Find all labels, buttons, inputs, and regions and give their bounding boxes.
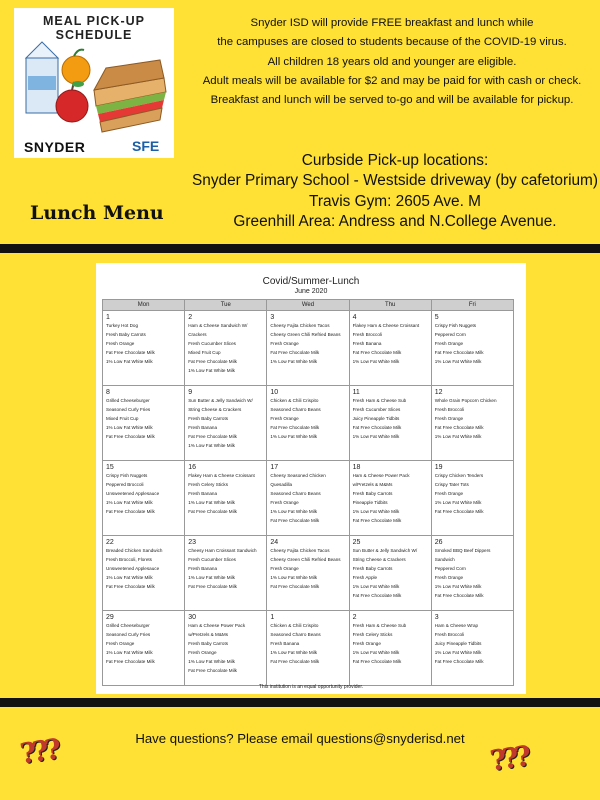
- calendar-day-cell: [349, 611, 431, 686]
- sfe-logo: SFE: [132, 138, 160, 154]
- divider-bar: [0, 698, 600, 707]
- calendar-week-row: [103, 611, 514, 686]
- calendar-day-cell: [103, 611, 185, 686]
- menu-item: Fresh Cucumber Slices: [352, 406, 401, 412]
- menu-item: Seasoned Charro Beans: [270, 490, 321, 496]
- day-number: 12: [434, 389, 443, 396]
- menu-item: Flakey Ham & Cheese Croissant: [352, 323, 420, 328]
- calendar-day-cell: [103, 536, 185, 611]
- menu-item: 1% Low Fat White Milk: [434, 583, 482, 589]
- pickup-line: Greenhill Area: Andress and N.College Avenue.: [233, 212, 557, 230]
- menu-item: Fat Free Chocolate Milk: [434, 658, 484, 664]
- menu-item: Fat Free Chocolate Milk: [270, 349, 320, 355]
- calendar-day-cell: [267, 311, 349, 386]
- menu-item: 1% Low Fat White Milk: [106, 358, 153, 364]
- menu-item: Seasoned Curly Fries: [106, 631, 151, 637]
- menu-item: Fresh Cucumber Slices: [188, 556, 236, 562]
- calendar-day-cell: [103, 386, 185, 461]
- day-number: 4: [352, 314, 357, 321]
- notice-line: Adult meals will be available for $2 and may be paid for with cash or check.: [202, 74, 582, 87]
- weekday-header: Fri: [431, 300, 513, 311]
- menu-item: 1% Low Fat White Milk: [434, 649, 482, 655]
- calendar-day-cell: [267, 386, 349, 461]
- menu-item: 1% Low Fat White Milk: [270, 508, 318, 514]
- calendar-day-cell: [267, 611, 349, 686]
- menu-item: Fresh Orange: [434, 574, 464, 580]
- calendar-day-cell: [349, 311, 431, 386]
- calendar-day-cell: [103, 311, 185, 386]
- day-number: 29: [106, 614, 114, 621]
- menu-item: 1% Low Fat White Milk: [106, 574, 153, 580]
- menu-item: Juicy Pineapple Tidbits: [434, 640, 482, 646]
- meal-notice: [200, 14, 584, 110]
- calendar-day-cell: [185, 311, 267, 386]
- day-number: 25: [352, 539, 361, 546]
- menu-item: Cheesy Ham Croissant Sandwich: [188, 548, 257, 553]
- lunch-menu-heading: Lunch Menu: [30, 202, 164, 224]
- menu-item: Fresh Cucumber Slices: [188, 340, 236, 346]
- menu-item: Mixed Fruit Cup: [106, 415, 139, 421]
- menu-item: Fat Free Chocolate Milk: [188, 358, 237, 364]
- menu-item: Fresh Orange: [270, 499, 299, 505]
- menu-item: 1% Low Fat White Milk: [434, 358, 482, 364]
- menu-item: 1% Low Fat White Milk: [188, 367, 235, 373]
- menu-item: Cheesy Green Chili Refried Beans: [270, 331, 341, 337]
- menu-item: Seasoned Curly Fries: [106, 406, 151, 412]
- notice-line: All children 18 years old and younger are eligible.: [267, 55, 517, 68]
- menu-item: Fresh Orange: [270, 340, 299, 346]
- menu-item: Grilled Cheeseburger: [106, 398, 150, 403]
- menu-item: Fresh Orange: [352, 640, 381, 646]
- menu-item: Peppered Broccoli: [106, 481, 144, 487]
- menu-item: Pineapple Tidbits: [352, 499, 388, 505]
- menu-item: Chicken & Chili Crispito: [270, 623, 319, 628]
- menu-item: Cheesy Green Chili Refried Beans: [270, 556, 341, 562]
- menu-item: Fresh Baby Carrots: [352, 565, 393, 571]
- menu-item: Fresh Orange: [434, 415, 464, 421]
- calendar-day-cell: [185, 461, 267, 536]
- weekday-header: Mon: [103, 300, 185, 311]
- divider-bar: [0, 244, 600, 253]
- weekday-header: Tue: [185, 300, 267, 311]
- day-number: 10: [270, 389, 279, 396]
- menu-item: 1% Low Fat White Milk: [270, 649, 318, 655]
- menu-item: Fresh Baby Carrots: [352, 490, 393, 496]
- notice-line: Breakfast and lunch will be served to-go and will be available for pickup.: [210, 94, 574, 107]
- calendar-day-cell: [349, 536, 431, 611]
- menu-item: 1% Low Fat White Milk: [434, 499, 482, 505]
- menu-item: Peppered Corn: [434, 331, 466, 337]
- menu-item: Fresh Broccoli, Florets: [106, 556, 152, 562]
- menu-item: Fat Free Chocolate Milk: [188, 667, 237, 673]
- menu-item: 1% Low Fat White Milk: [270, 433, 318, 439]
- menu-item: Fresh Broccoli: [352, 331, 382, 337]
- weekday-header: Wed: [267, 300, 349, 311]
- food-illustration-icon: [14, 28, 174, 138]
- menu-item: Fat Free Chocolate Milk: [270, 424, 320, 430]
- pickup-locations: [190, 151, 600, 232]
- menu-item: Ham & Cheese Power Pack w/Pretzels & M&Ms: [352, 473, 410, 487]
- calendar-grid: [102, 299, 514, 686]
- calendar-day-cell: [185, 611, 267, 686]
- calendar-title: Covid/Summer-Lunch: [262, 276, 360, 287]
- lunch-calendar: [96, 263, 526, 694]
- menu-item: Fat Free Chocolate Milk: [188, 433, 237, 439]
- calendar-day-cell: [431, 311, 513, 386]
- menu-item: Fat Free Chocolate Milk: [106, 433, 155, 439]
- menu-item: Sun Butter & Jelly Sandwich W/ String Cheese & Crackers: [188, 398, 253, 412]
- pickup-line: Curbside Pick-up locations:: [301, 152, 489, 169]
- menu-item: Breaded Chicken Sandwich: [106, 548, 163, 553]
- day-number: 24: [270, 539, 279, 546]
- menu-item: Fresh Orange: [106, 340, 135, 346]
- question-marks-left: ???: [17, 732, 60, 771]
- menu-item: 1% Low Fat White Milk: [352, 433, 400, 439]
- menu-item: Fat Free Chocolate Milk: [352, 658, 402, 664]
- menu-item: Crispy Fish Nuggets: [434, 323, 477, 328]
- menu-item: Unsweetened Applesauce: [106, 565, 160, 571]
- day-number: 30: [188, 614, 196, 621]
- menu-item: Flakey Ham & Cheese Croissant: [188, 473, 255, 478]
- menu-item: Fresh Baby Carrots: [188, 415, 229, 421]
- menu-item: Fresh Orange: [188, 649, 217, 655]
- menu-item: Fat Free Chocolate Milk: [434, 349, 484, 355]
- calendar-day-cell: [185, 536, 267, 611]
- calendar-week-row: [103, 536, 514, 611]
- calendar-body: [103, 311, 514, 686]
- calendar-day-cell: [349, 461, 431, 536]
- menu-item: Fat Free Chocolate Milk: [188, 583, 237, 589]
- snyder-logo: SNYDER: [24, 139, 86, 155]
- day-number: 2: [188, 314, 193, 321]
- calendar-week-row: [103, 461, 514, 536]
- menu-item: 1% Low Fat White Milk: [188, 442, 235, 448]
- menu-item: Fat Free Chocolate Milk: [188, 508, 237, 514]
- header-section: [0, 0, 600, 244]
- day-number: 11: [352, 389, 360, 396]
- menu-item: Fresh Orange: [270, 415, 299, 421]
- day-number: 15: [106, 464, 114, 471]
- day-number: 1: [106, 314, 110, 321]
- menu-item: Fat Free Chocolate Milk: [270, 517, 320, 523]
- day-number: 3: [270, 314, 275, 321]
- menu-item: Fresh Orange: [434, 340, 464, 346]
- day-number: 8: [106, 389, 110, 396]
- menu-item: Smoked BBQ Beef Dippers Sandwich: [434, 548, 491, 562]
- day-number: 9: [188, 389, 193, 396]
- menu-item: Cheesy Seasoned Chicken Quesadilla: [270, 473, 326, 487]
- menu-item: Fresh Broccoli: [434, 631, 465, 637]
- pickup-line: Snyder Primary School - Westside driveway (by cafetorium): [192, 172, 598, 190]
- menu-item: Unsweetened Applesauce: [106, 490, 160, 496]
- menu-item: Fresh Banana: [188, 490, 218, 496]
- menu-item: 1% Low Fat White Milk: [188, 658, 235, 664]
- menu-item: Fresh Banana: [188, 424, 218, 430]
- pickup-line: Travis Gym: 2605 Ave. M: [309, 192, 481, 210]
- calendar-week-row: [103, 311, 514, 386]
- menu-item: Fresh Ham & Cheese Sub: [352, 623, 407, 628]
- menu-item: Fresh Orange: [270, 565, 299, 571]
- menu-item: Fat Free Chocolate Milk: [106, 583, 155, 589]
- menu-item: Fresh Broccoli: [434, 406, 465, 412]
- menu-item: 1% Low Fat White Milk: [434, 433, 482, 439]
- menu-item: Fat Free Chocolate Milk: [434, 508, 484, 514]
- menu-item: Chicken & Chili Crispito: [270, 398, 319, 403]
- menu-item: Ham & Cheese Sandwich W/ Crackers: [188, 323, 248, 337]
- menu-item: Fresh Banana: [352, 340, 382, 346]
- menu-item: Juicy Pineapple Tidbits: [352, 415, 400, 421]
- day-number: 2: [352, 614, 357, 621]
- menu-item: Fresh Apple: [352, 574, 378, 580]
- menu-item: Fat Free Chocolate Milk: [434, 592, 484, 598]
- menu-item: Fat Free Chocolate Milk: [106, 349, 155, 355]
- menu-item: 1% Low Fat White Milk: [188, 499, 235, 505]
- question-email-text: Have questions? Please email questions@snyderisd.net: [135, 731, 465, 746]
- menu-item: Fat Free Chocolate Milk: [270, 583, 320, 589]
- menu-item: Cheesy Fajita Chicken Tacos: [270, 548, 330, 553]
- menu-item: Fat Free Chocolate Milk: [270, 658, 320, 664]
- day-number: 23: [188, 539, 196, 546]
- menu-item: Whole Grain Popcorn Chicken: [434, 398, 497, 403]
- menu-item: 1% Low Fat White Milk: [106, 649, 153, 655]
- menu-item: Peppered Corn: [434, 565, 466, 571]
- menu-item: Fat Free Chocolate Milk: [106, 658, 155, 664]
- day-number: 18: [352, 464, 361, 471]
- logo-title: MEAL PICK-UP SCHEDULE: [42, 14, 146, 42]
- menu-item: Fresh Banana: [270, 640, 300, 646]
- menu-item: Fat Free Chocolate Milk: [434, 424, 484, 430]
- calendar-footer: This institution is an equal opportunity provider.: [258, 684, 364, 690]
- calendar-month: June 2020: [294, 288, 328, 295]
- menu-item: Fresh Banana: [188, 565, 218, 571]
- day-number: 1: [270, 614, 275, 621]
- menu-item: Turkey Hot Dog: [106, 323, 138, 328]
- menu-item: Fresh Orange: [106, 640, 135, 646]
- menu-item: Seasoned Charro Beans: [270, 406, 321, 412]
- calendar-day-cell: [267, 461, 349, 536]
- calendar-day-cell: [349, 386, 431, 461]
- calendar-day-cell: [103, 461, 185, 536]
- menu-item: Ham & Cheese Power Pack w/Pretzels & M&Ms: [188, 623, 246, 637]
- menu-item: Fresh Baby Carrots: [188, 640, 229, 646]
- menu-item: Crispy Fish Nuggets: [106, 473, 148, 478]
- weekday-header: Thu: [349, 300, 431, 311]
- calendar-day-cell: [431, 461, 513, 536]
- menu-item: Sun Butter & Jelly Sandwich W/ String Cheese & Crackers: [352, 548, 418, 562]
- menu-item: 1% Low Fat White Milk: [188, 574, 235, 580]
- menu-item: 1% Low Fat White Milk: [106, 424, 153, 430]
- menu-item: 1% Low Fat White Milk: [352, 508, 400, 514]
- weekday-header-row: [103, 300, 514, 311]
- menu-item: Fat Free Chocolate Milk: [352, 517, 402, 523]
- menu-item: Fresh Celery Sticks: [188, 481, 229, 487]
- day-number: 5: [434, 314, 439, 321]
- menu-item: Fat Free Chocolate Milk: [106, 508, 155, 514]
- menu-item: Ham & Cheese Wrap: [434, 623, 479, 628]
- menu-item: Fresh Ham & Cheese Sub: [352, 398, 407, 403]
- menu-item: 1% Low Fat White Milk: [270, 574, 318, 580]
- question-marks-right: ???: [487, 739, 530, 778]
- menu-item: Fresh Orange: [434, 490, 464, 496]
- calendar-day-cell: [185, 386, 267, 461]
- menu-item: Fresh Celery Sticks: [352, 631, 393, 637]
- calendar-day-cell: [431, 536, 513, 611]
- calendar-week-row: [103, 386, 514, 461]
- menu-item: 1% Low Fat White Milk: [352, 358, 400, 364]
- menu-item: Fat Free Chocolate Milk: [352, 592, 402, 598]
- calendar-day-cell: [267, 536, 349, 611]
- meal-schedule-logo: [14, 8, 174, 158]
- day-number: 19: [434, 464, 443, 471]
- menu-item: Seasoned Charro Beans: [270, 631, 321, 637]
- menu-item: Crispy Chicken Tenders: [434, 473, 484, 478]
- day-number: 22: [106, 539, 114, 546]
- calendar-day-cell: [431, 386, 513, 461]
- notice-line: Snyder ISD will provide FREE breakfast and lunch while: [250, 17, 534, 29]
- menu-item: Fresh Baby Carrots: [106, 331, 146, 337]
- menu-item: 1% Low Fat White Milk: [352, 649, 400, 655]
- day-number: 3: [434, 614, 439, 621]
- notice-line: the campuses are closed to students because of the COVID-19 virus.: [217, 36, 567, 49]
- menu-item: Mixed Fruit Cup: [188, 349, 221, 355]
- menu-item: Fat Free Chocolate Milk: [352, 349, 402, 355]
- menu-item: Fat Free Chocolate Milk: [352, 424, 402, 430]
- day-number: 17: [270, 464, 279, 471]
- calendar-day-cell: [431, 611, 513, 686]
- menu-item: 1% Low Fat White Milk: [270, 358, 318, 364]
- day-number: 16: [188, 464, 196, 471]
- menu-item: 1% Low Fat White Milk: [352, 583, 400, 589]
- menu-item: Cheesy Fajita Chicken Tacos: [270, 323, 330, 328]
- day-number: 26: [434, 539, 443, 546]
- menu-item: Crispy Tater Tots: [434, 481, 469, 487]
- menu-item: 1% Low Fat White Milk: [106, 499, 153, 505]
- menu-item: Grilled Cheeseburger: [106, 623, 150, 628]
